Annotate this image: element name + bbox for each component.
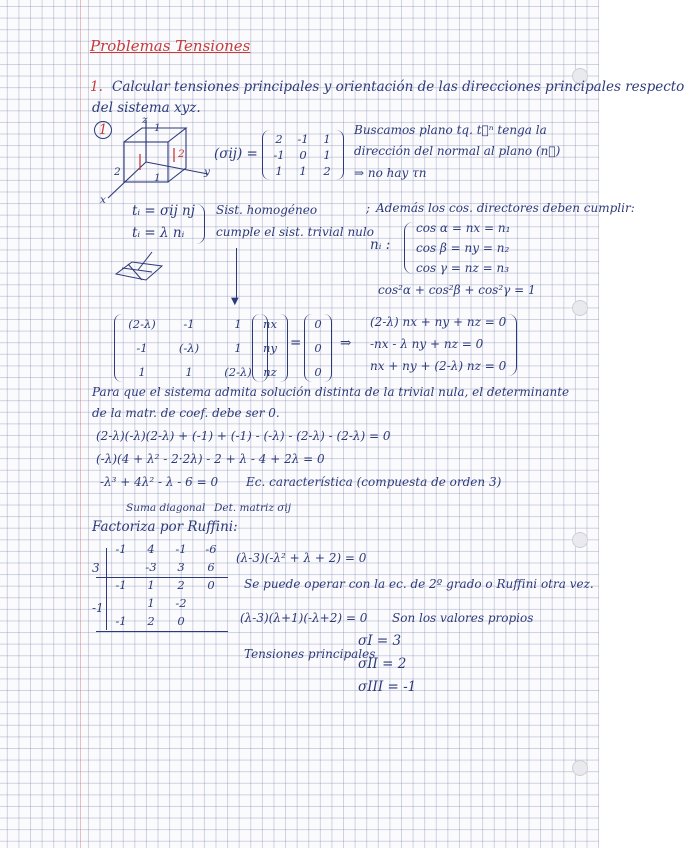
system-equation: -nx - λ ny + nz = 0 [370,337,484,351]
ruffini-cell: 1 [147,578,155,592]
note-line: ⇒ no hay τn [354,166,427,180]
page-title: Problemas Tensiones [90,37,251,55]
cosine-identity: cos²α + cos²β + cos²γ = 1 [378,283,536,297]
ruffini-cell: -1 [175,542,187,556]
characteristic-label: Ec. característica (compuesta de orden 3) [246,475,502,489]
note-line: dirección del normal al plano (n⃗) [354,144,561,158]
characteristic-equation: -λ³ + 4λ² - λ - 6 = 0 [100,475,219,489]
normal-vector [252,314,288,382]
axis-x-label: x [100,194,106,206]
ruffini-cell [106,558,136,576]
semicolon: ; [366,201,371,215]
normal-arrow [138,252,152,270]
explanation-line: Para que el sistema admita solución distinta de la trivial nula, el determinante [92,385,570,399]
principal-stress-3: σIII = -1 [358,679,417,695]
expansion-step: (-λ)(4 + λ² - 2·2λ) - 2 + λ - 4 + 2λ = 0 [96,452,325,466]
ruffini-cell: 1 [147,596,155,610]
matrix-cell: 2 [323,164,331,178]
ruffini-cell: -6 [205,542,217,556]
ruffini-cell: 0 [207,578,215,592]
factored-equation: (λ-3)(λ+1)(-λ+2) = 0 [240,611,368,625]
factored-equation: (λ-3)(-λ² + λ + 2) = 0 [236,551,367,565]
vector-cell: ny [263,341,277,355]
explanation-line: de la matr. de coef. debe ser 0. [92,406,280,420]
matrix-cell: 1 [299,164,307,178]
matrix-cell: 1 [323,148,331,162]
coefficient-matrix [114,314,268,382]
ruffini-cell: 6 [207,560,215,574]
equation: tᵢ = σij nj [132,203,195,219]
principal-stress-2: σII = 2 [358,656,407,672]
ruffini-cell: -1 [115,542,127,556]
cosine-row: cos γ = nz = n₃ [416,261,510,275]
ruffini-cell: 3 [177,560,185,574]
binder-hole [572,300,588,316]
axis-z-label: z [142,114,148,126]
figure-label: 2 [178,148,185,160]
plane-sketch [112,240,172,286]
implies-arrow: ⇒ [340,335,352,351]
cosine-row: cos α = nx = n₁ [416,221,511,235]
matrix-cell: -1 [273,148,285,162]
equals-sign: = [290,335,302,351]
vector-cell: nx [263,317,277,331]
ruffini-cell [196,594,226,612]
determinant-step: (2-λ)(-λ)(2-λ) + (-1) + (-1) - (-λ) - (2-λ) - (2-λ) = 0 [96,429,391,443]
matrix-cell: (2-λ) [224,365,252,379]
figure-label: 1 [154,172,161,184]
ruffini-horizontal-line [96,631,228,632]
ruffini-cell: 2 [147,614,155,628]
matrix-cell: 1 [323,132,331,146]
system-comment: cumple el sist. trivial nulo [216,225,374,239]
cosine-row: cos β = ny = n₂ [416,241,510,255]
subproblem-number: 1 [94,121,112,139]
problem-number: 1. [90,79,103,95]
matrix-cell: -1 [136,341,148,355]
ruffini-cell [196,612,226,630]
principal-stresses-label: Tensiones principales [244,647,376,661]
matrix-cell: 1 [138,365,146,379]
system-comment: Sist. homogéneo [216,203,318,217]
system-equation: (2-λ) nx + ny + nz = 0 [370,315,507,329]
principal-stress-1: σI = 3 [358,633,402,649]
ruffini-cell: 2 [177,578,185,592]
vector-cell: 0 [314,365,322,379]
ruffini-root: -1 [92,601,104,615]
binder-hole [572,532,588,548]
zero-vector [304,314,332,382]
eigenvalues-note: Son los valores propios [392,611,534,625]
vector-cell: 0 [314,317,322,331]
figure-label: 1 [154,122,161,134]
stress-tensor-matrix [262,130,344,180]
vector-cell: 0 [314,341,322,355]
ruffini-cell: -1 [115,614,127,628]
ruffini-vertical-line [106,548,107,630]
ruffini-cell: -3 [145,560,157,574]
vector-cell: nz [263,365,277,379]
note-line: Buscamos plano tq. t⃗ⁿ tenga la [354,123,547,137]
ruffini-cell [106,594,136,612]
ruffini-root: 3 [92,561,100,575]
brace [404,222,413,274]
matrix-cell: 1 [275,164,283,178]
cosines-intro: Además los cos. directores deben cumplir: [376,201,635,215]
axis-y-label: y [204,166,210,178]
matrix-cell: 1 [234,341,242,355]
ruffini-table [106,540,226,630]
matrix-cell: -1 [183,317,195,331]
ruffini-cell: -1 [115,578,127,592]
ruffini-cell: 0 [177,614,185,628]
sum-diagonal-note: Suma diagonal [126,502,206,514]
determinant-note: Det. matriz σij [214,502,291,514]
arrow-down-icon: ▼ [231,296,239,307]
ruffini-cell: -2 [175,596,187,610]
brace [508,314,517,376]
problem-statement-line2: del sistema xyz. [92,100,201,116]
ruffini-title: Factoriza por Ruffini: [92,519,238,535]
pointer-line [236,248,237,300]
figure-label: 2 [114,166,121,178]
matrix-cell: -1 [297,132,309,146]
factor-note: Se puede operar con la ec. de 2º grado o Ruffini otra vez. [244,577,594,591]
brace [196,204,205,244]
problem-statement-line1: Calcular tensiones principales y orientación de las direcciones principales respecto [112,79,684,95]
system-equation: nx + ny + (2-λ) nz = 0 [370,359,507,373]
ruffini-cell: 4 [147,542,155,556]
cosines-label: nᵢ : [370,237,391,253]
binder-hole [572,760,588,776]
matrix-cell: 0 [299,148,307,162]
matrix-cell: (-λ) [178,341,200,355]
matrix-cell: 1 [185,365,193,379]
matrix-cell: 2 [275,132,283,146]
tensor-label: (σij) = [214,146,258,162]
equation: tᵢ = λ nᵢ [132,225,185,241]
ruffini-horizontal-line [96,577,228,578]
margin-line [80,0,81,848]
matrix-cell: (2-λ) [128,317,156,331]
matrix-cell: 1 [234,317,242,331]
